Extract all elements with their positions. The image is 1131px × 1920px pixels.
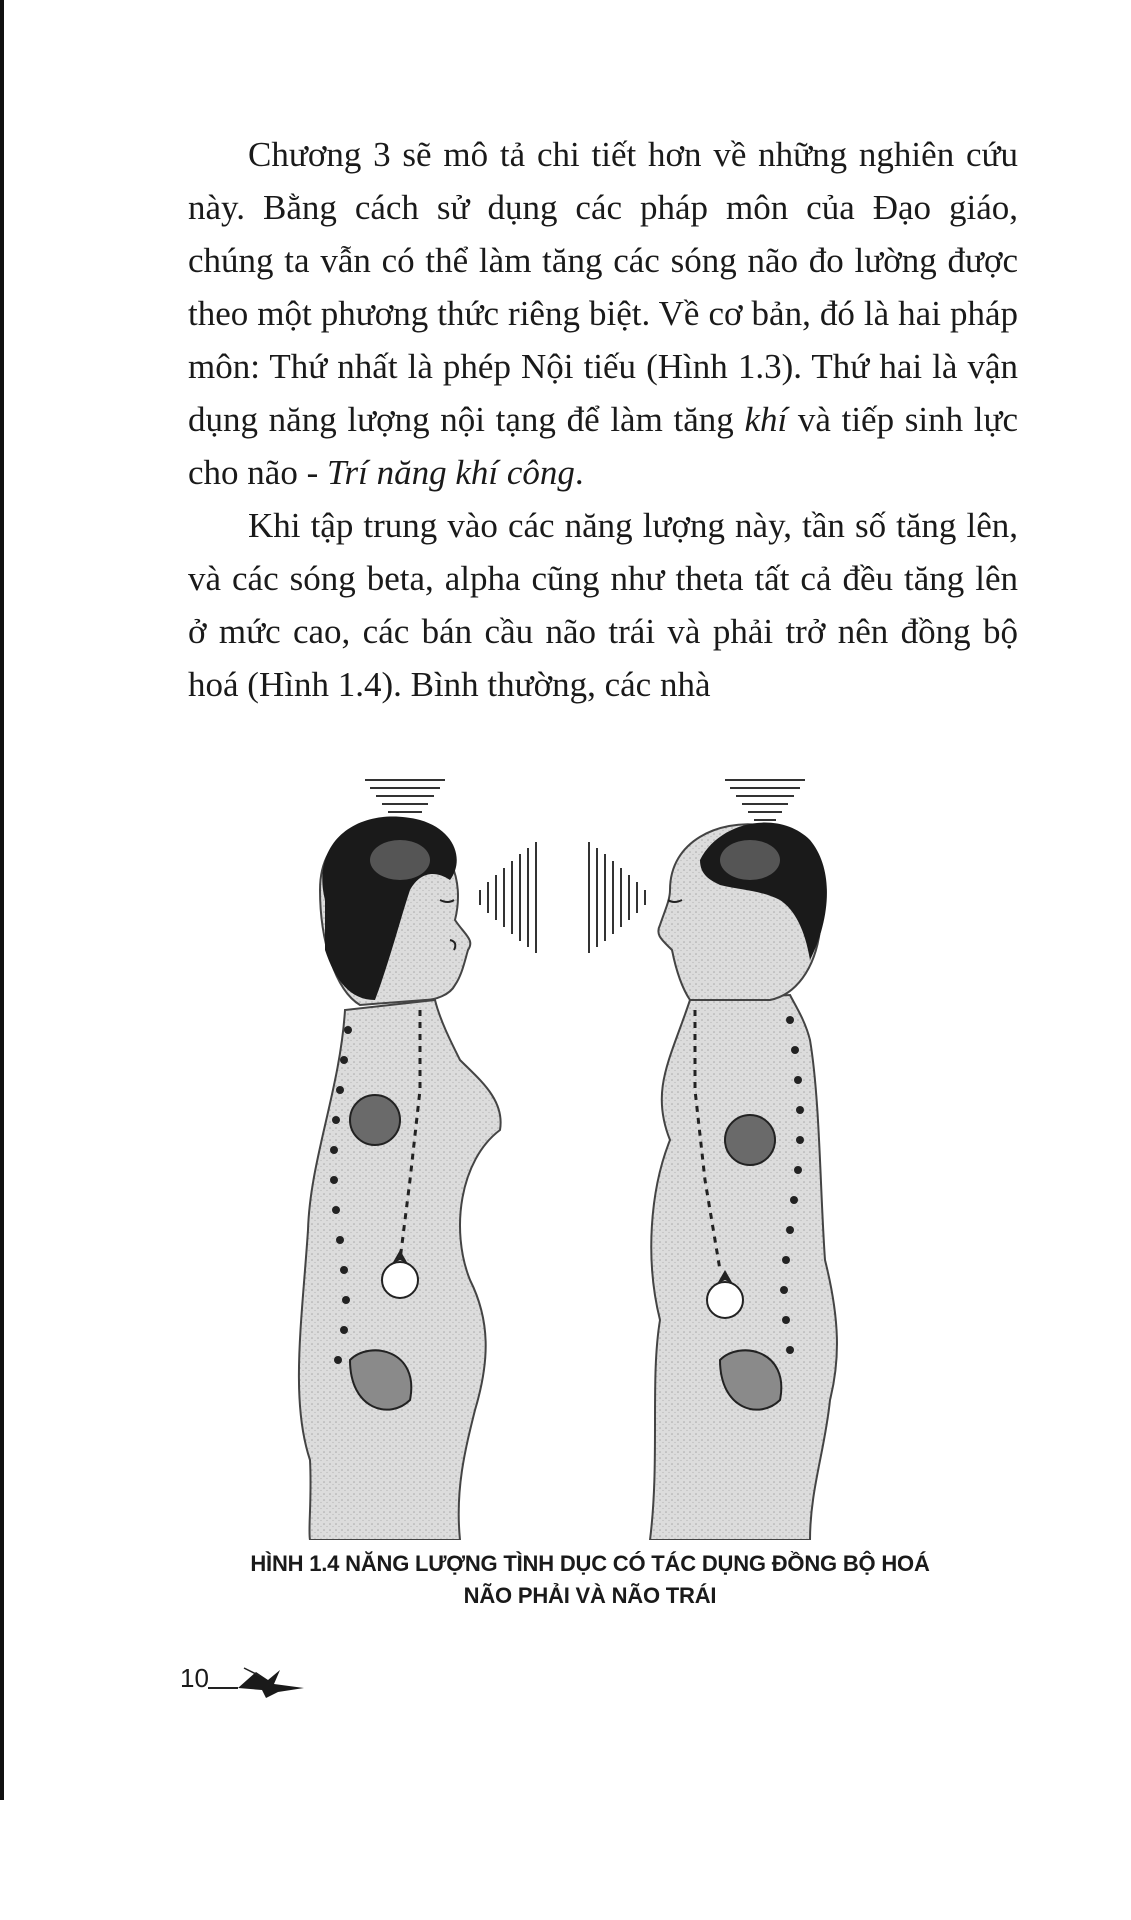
caption-line-2: NÃO PHẢI VÀ NÃO TRÁI: [463, 1583, 717, 1608]
page-number: 10: [180, 1663, 209, 1693]
body-text: [188, 128, 1018, 711]
energy-beam-right: [589, 842, 645, 953]
man-figure: [589, 780, 837, 1540]
figure-caption: [200, 1548, 980, 1612]
energy-funnel-top-right: [725, 780, 805, 828]
paragraph-1: Chương 3 sẽ mô tả chi tiết hơn về những nghiên cứu này. Bằng cách sử dụng các pháp môn của Đạo giáo, chúng ta vẫn có thể làm tăng các sóng não đo lường được theo một phương thức riêng biệt. Về cơ bản, đó là hai pháp môn: Thứ nhất là phép Nội tiếu (Hình 1.3). Thứ hai là vận dụng năng lượng nội tạng để làm tăng khí và tiếp sinh lực cho não - Trí năng khí công.: [188, 135, 1019, 492]
woman-figure: [299, 780, 536, 1540]
italic-tri-nang-khi-cong: Trí năng khí công: [326, 453, 575, 492]
figure-illustration: [250, 760, 930, 1540]
energy-beam-left: [480, 842, 536, 953]
italic-khi: khí: [744, 400, 788, 439]
page-edge-rule: [0, 0, 4, 1800]
bird-ornament-icon: [208, 1658, 318, 1698]
caption-line-1: HÌNH 1.4 NĂNG LƯỢNG TÌNH DỤC CÓ TÁC DỤNG ĐỒNG BỘ HOÁ: [250, 1551, 930, 1576]
paragraph-2: Khi tập trung vào các năng lượng này, tần số tăng lên, và các sóng beta, alpha cũng như theta tất cả đều tăng lên ở mức cao, các bán cầu não trái và phải trở nên đồng bộ hoá (Hình 1.4). Bình thường, các nhà: [188, 506, 1018, 704]
